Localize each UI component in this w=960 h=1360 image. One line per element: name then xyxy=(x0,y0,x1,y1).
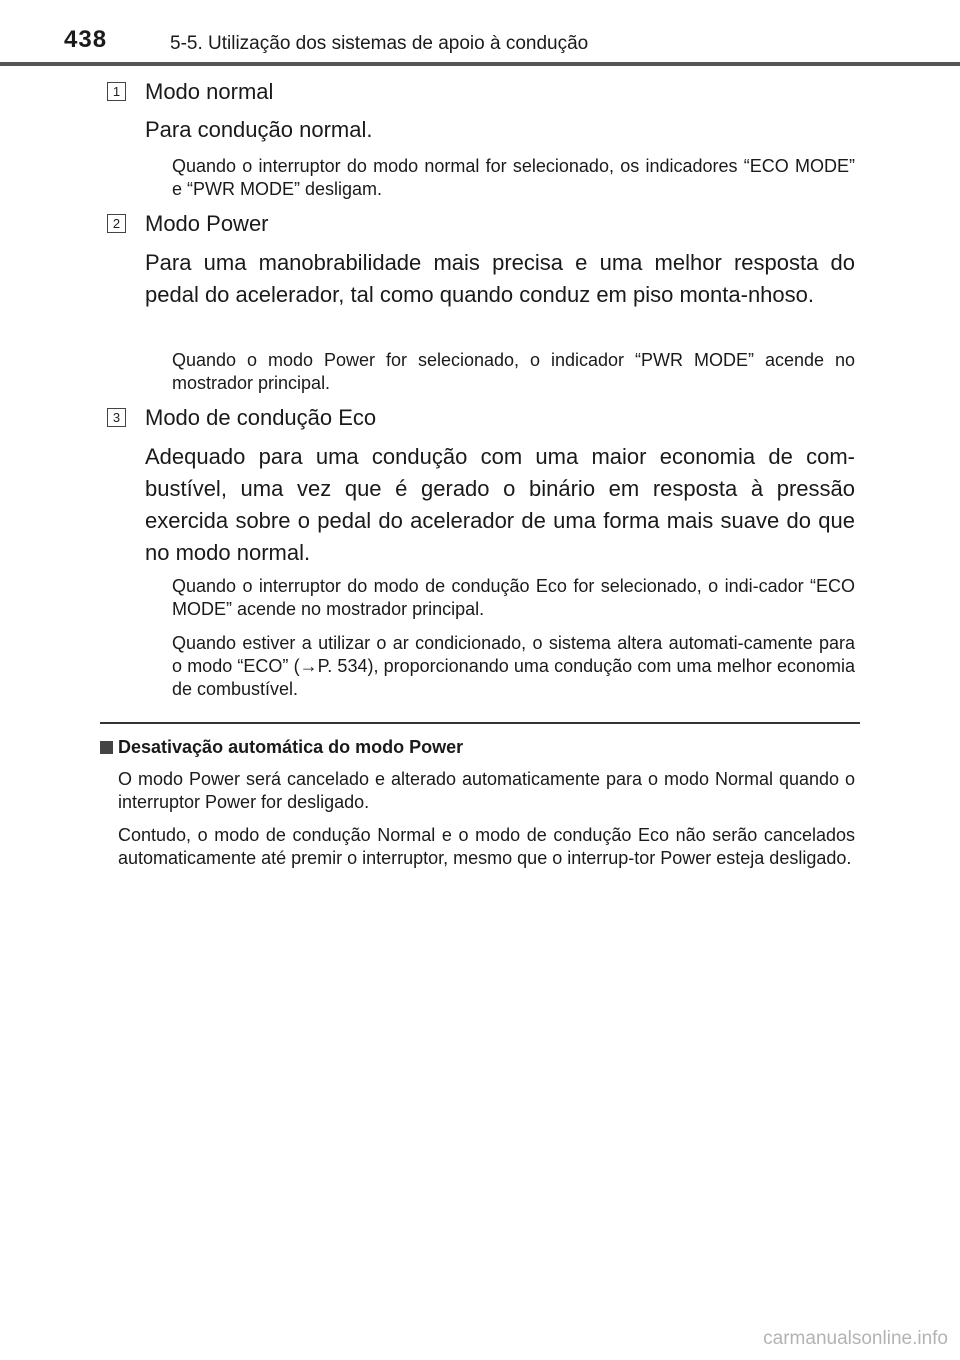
subsection-paragraph: Contudo, o modo de condução Normal e o modo de condução Eco não serão cancelados automaticamente até premir o interruptor, mesmo que o interrup-tor Power esteja desligado. xyxy=(118,825,855,868)
item-number-badge: 1 xyxy=(107,82,126,101)
item-note: Quando estiver a utilizar o ar condicionado, o sistema altera automati-camente para o modo “ECO” (→P. 534), proporcionando uma condução com uma melhor economia de combustível. xyxy=(172,633,855,699)
item-note: Quando o modo Power for selecionado, o indicador “PWR MODE” acende no mostrador principal. xyxy=(172,350,855,393)
subsection-paragraph: O modo Power será cancelado e alterado automaticamente para o modo Normal quando o interruptor Power for desligado. xyxy=(118,769,855,812)
header-rule xyxy=(0,62,960,66)
section-divider xyxy=(100,722,860,724)
item-title: Modo normal xyxy=(145,79,274,104)
item-note: Quando o interruptor do modo normal for selecionado, os indicadores “ECO MODE” e “PWR MODE” desligam. xyxy=(172,156,855,199)
section-title: 5-5. Utilização dos sistemas de apoio à condução xyxy=(170,33,589,54)
item-description: Para condução normal. xyxy=(145,117,373,142)
section-bullet-icon xyxy=(100,741,113,754)
item-description: Adequado para uma condução com uma maior economia de com-bustível, uma vez que é gerado o binário em resposta à pressão exercida sobre o pedal do acelerador de uma forma mais suave do que no modo normal. xyxy=(145,444,855,565)
item-note: Quando o interruptor do modo de condução Eco for selecionado, o indi-cador “ECO MODE” acende no mostrador principal. xyxy=(172,576,855,619)
page-number: 438 xyxy=(64,26,108,53)
item-number-badge: 2 xyxy=(107,214,126,233)
page-header xyxy=(0,0,960,68)
item-number-badge: 3 xyxy=(107,408,126,427)
subsection-title: Desativação automática do modo Power xyxy=(118,737,464,757)
watermark: carmanualsonline.info xyxy=(763,1328,948,1349)
item-title: Modo Power xyxy=(145,211,269,236)
item-description: Para uma manobrabilidade mais precisa e uma melhor resposta do pedal do acelerador, tal como quando conduz em piso monta-nhoso. xyxy=(145,250,855,307)
item-title: Modo de condução Eco xyxy=(145,405,377,430)
